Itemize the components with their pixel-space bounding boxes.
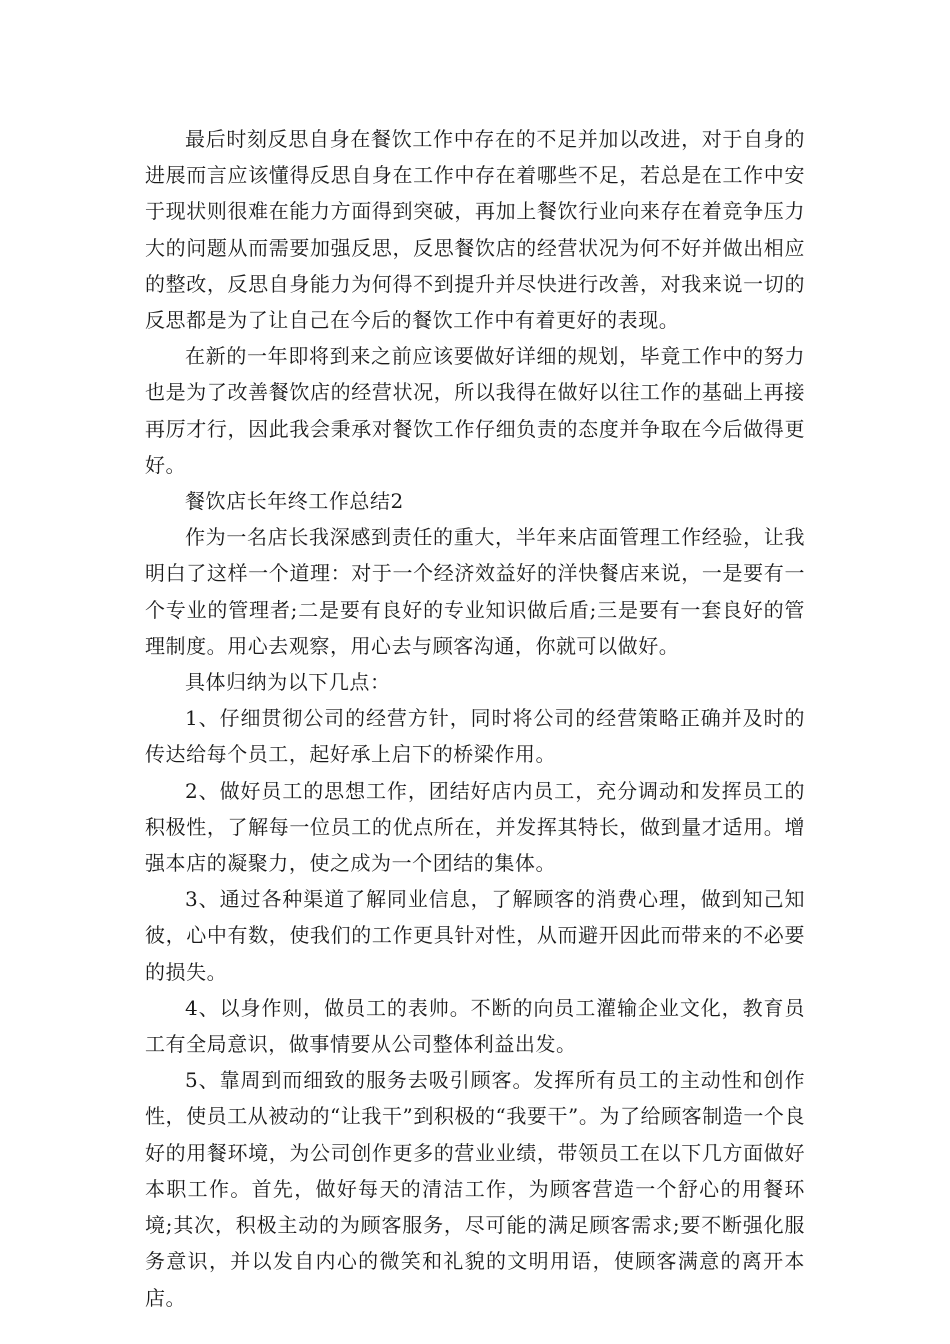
list-item-2: 2、做好员工的思想工作，团结好店内员工，充分调动和发挥员工的积极性，了解每一位员工的优点所在，并发挥其特长，做到量才适用。增强本店的凝聚力，使之成为一个团结的集体。 (145, 778, 805, 876)
paragraph-reflection: 最后时刻反思自身在餐饮工作中存在的不足并加以改进，对于自身的进展而言应该懂得反思自身在工作中存在着哪些不足，若总是在工作中安于现状则很难在能力方面得到突破，再加上餐饮行业向来存在着竞争压力大的问题从而需要加强反思，反思餐饮店的经营状况为何不好并做出相应的整改，反思自身能力为何得不到提升并尽快进行改善，对我来说一切的反思都是为了让自己在今后的餐饮工作中有着更好的表现。 (145, 127, 805, 333)
list-item-5: 5、靠周到而细致的服务去吸引顾客。发挥所有员工的主动性和创作性，使员工从被动的“让我干”到积极的“我要干”。为了给顾客制造一个良好的用餐环境，为公司创作更多的营业业绩，带领员工在以下几方面做好本职工作。首先，做好每天的清洁工作，为顾客营造一个舒心的用餐环境;其次，积极主动的为顾客服务，尽可能的满足顾客需求;要不断强化服务意识，并以发自内心的微笑和礼貌的文明用语，使顾客满意的离开本店。 (145, 1068, 805, 1310)
list-item-4: 4、以身作则，做员工的表帅。不断的向员工灌输企业文化，教育员工有全局意识，做事情要从公司整体利益出发。 (145, 995, 805, 1057)
list-item-1: 1、仔细贯彻公司的经营方针，同时将公司的经营策略正确并及时的传达给每个员工，起好承上启下的桥梁作用。 (145, 706, 805, 767)
paragraph-summary-lead: 具体归纳为以下几点： (185, 670, 391, 695)
section-title: 餐饮店长年终工作总结2 (185, 489, 404, 514)
paragraph-new-year-plan: 在新的一年即将到来之前应该要做好详细的规划，毕竟工作中的努力也是为了改善餐饮店的经营状况，所以我得在做好以往工作的基础上再接再厉才行，因此我会秉承对餐饮工作仔细负责的态度并争取在今后做得更好。 (145, 344, 805, 477)
list-item-3: 3、通过各种渠道了解同业信息，了解顾客的消费心理，做到知己知彼，心中有数，使我们的工作更具针对性，从而避开因此而带来的不必要的损失。 (145, 887, 805, 984)
document-body (145, 121, 805, 1316)
paragraph-manager-intro: 作为一名店长我深感到责任的重大，半年来店面管理工作经验，让我明白了这样一个道理：对于一个经济效益好的洋快餐店来说，一是要有一个专业的管理者;二是要有良好的专业知识做后盾;三是要有一套良好的管理制度。用心去观察，用心去与顾客沟通，你就可以做好。 (145, 525, 805, 658)
